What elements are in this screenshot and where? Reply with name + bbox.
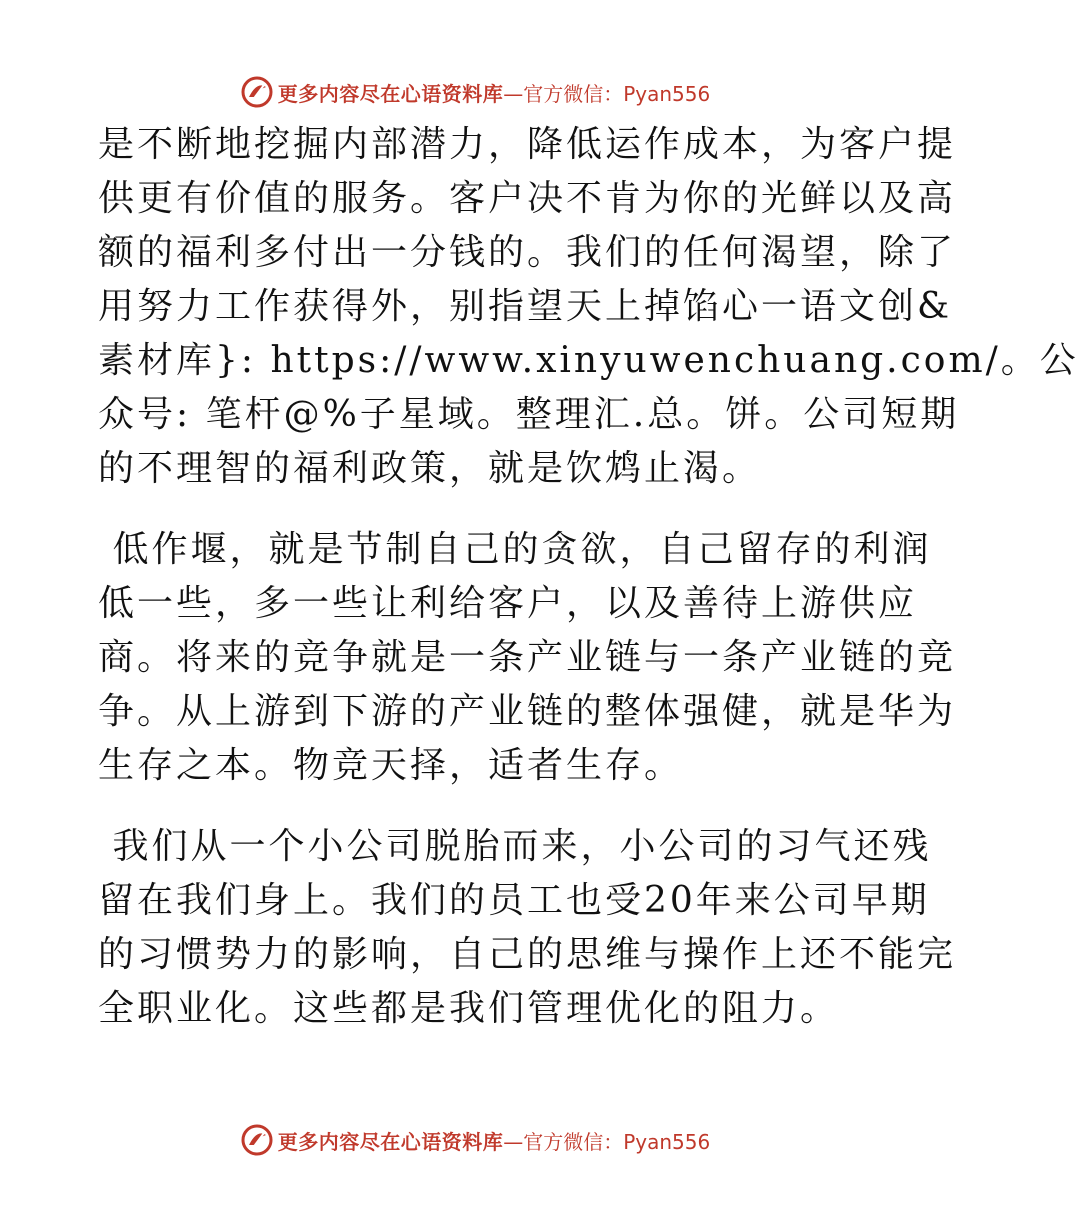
- text-line: 争。从上游到下游的产业链的整体强健，就是华为: [98, 691, 957, 732]
- text-line: 商。将来的竞争就是一条产业链与一条产业链的竞: [98, 637, 957, 678]
- text-line: 用努力工作获得外，别指望天上掉馅心一语文创&: [98, 286, 953, 327]
- text-line: 留在我们身上。我们的员工也受20年来公司早期: [98, 880, 930, 921]
- document-body: [98, 118, 1079, 1063]
- banner-main-text: 更多内容尽在心语资料库: [277, 81, 504, 106]
- paragraph-1: [98, 118, 1079, 496]
- text-line: 是不断地挖掘内部潜力，降低运作成本，为客户提: [98, 124, 957, 165]
- brand-logo-icon: [240, 1123, 274, 1157]
- text-line: 的不理智的福利政策，就是饮鸩止渴。: [98, 448, 762, 489]
- banner-main-text: 更多内容尽在心语资料库: [277, 1129, 504, 1154]
- banner-wechat-text: —官方微信：Pyan556: [503, 81, 711, 106]
- footer-banner: [0, 1120, 950, 1160]
- text-line: 的习惯势力的影响，自己的思维与操作上还不能完: [98, 934, 957, 975]
- paragraph-2: [98, 523, 957, 793]
- text-line: 全职业化。这些都是我们管理优化的阻力。: [98, 988, 840, 1029]
- text-line: 素材库}: https://www.xinyuwenchuang.com/。公: [98, 340, 1079, 381]
- text-line: 众号: 笔杆@%子星域。整理汇.总。饼。公司短期: [98, 394, 960, 435]
- text-line: 我们从一个小公司脱胎而来，小公司的习气还残: [98, 826, 932, 867]
- text-line: 供更有价值的服务。客户决不肯为你的光鲜以及高: [98, 178, 957, 219]
- brand-logo-icon: [240, 75, 274, 109]
- text-line: 低作堰，就是节制自己的贪欲，自己留存的利润: [98, 529, 932, 570]
- header-banner: [0, 72, 950, 112]
- banner-wechat-text: —官方微信：Pyan556: [503, 1129, 711, 1154]
- text-line: 额的福利多付出一分钱的。我们的任何渴望，除了: [98, 232, 957, 273]
- paragraph-3: [98, 820, 957, 1036]
- text-line: 低一些，多一些让利给客户，以及善待上游供应: [98, 583, 918, 624]
- text-line: 生存之本。物竞天择，适者生存。: [98, 745, 684, 786]
